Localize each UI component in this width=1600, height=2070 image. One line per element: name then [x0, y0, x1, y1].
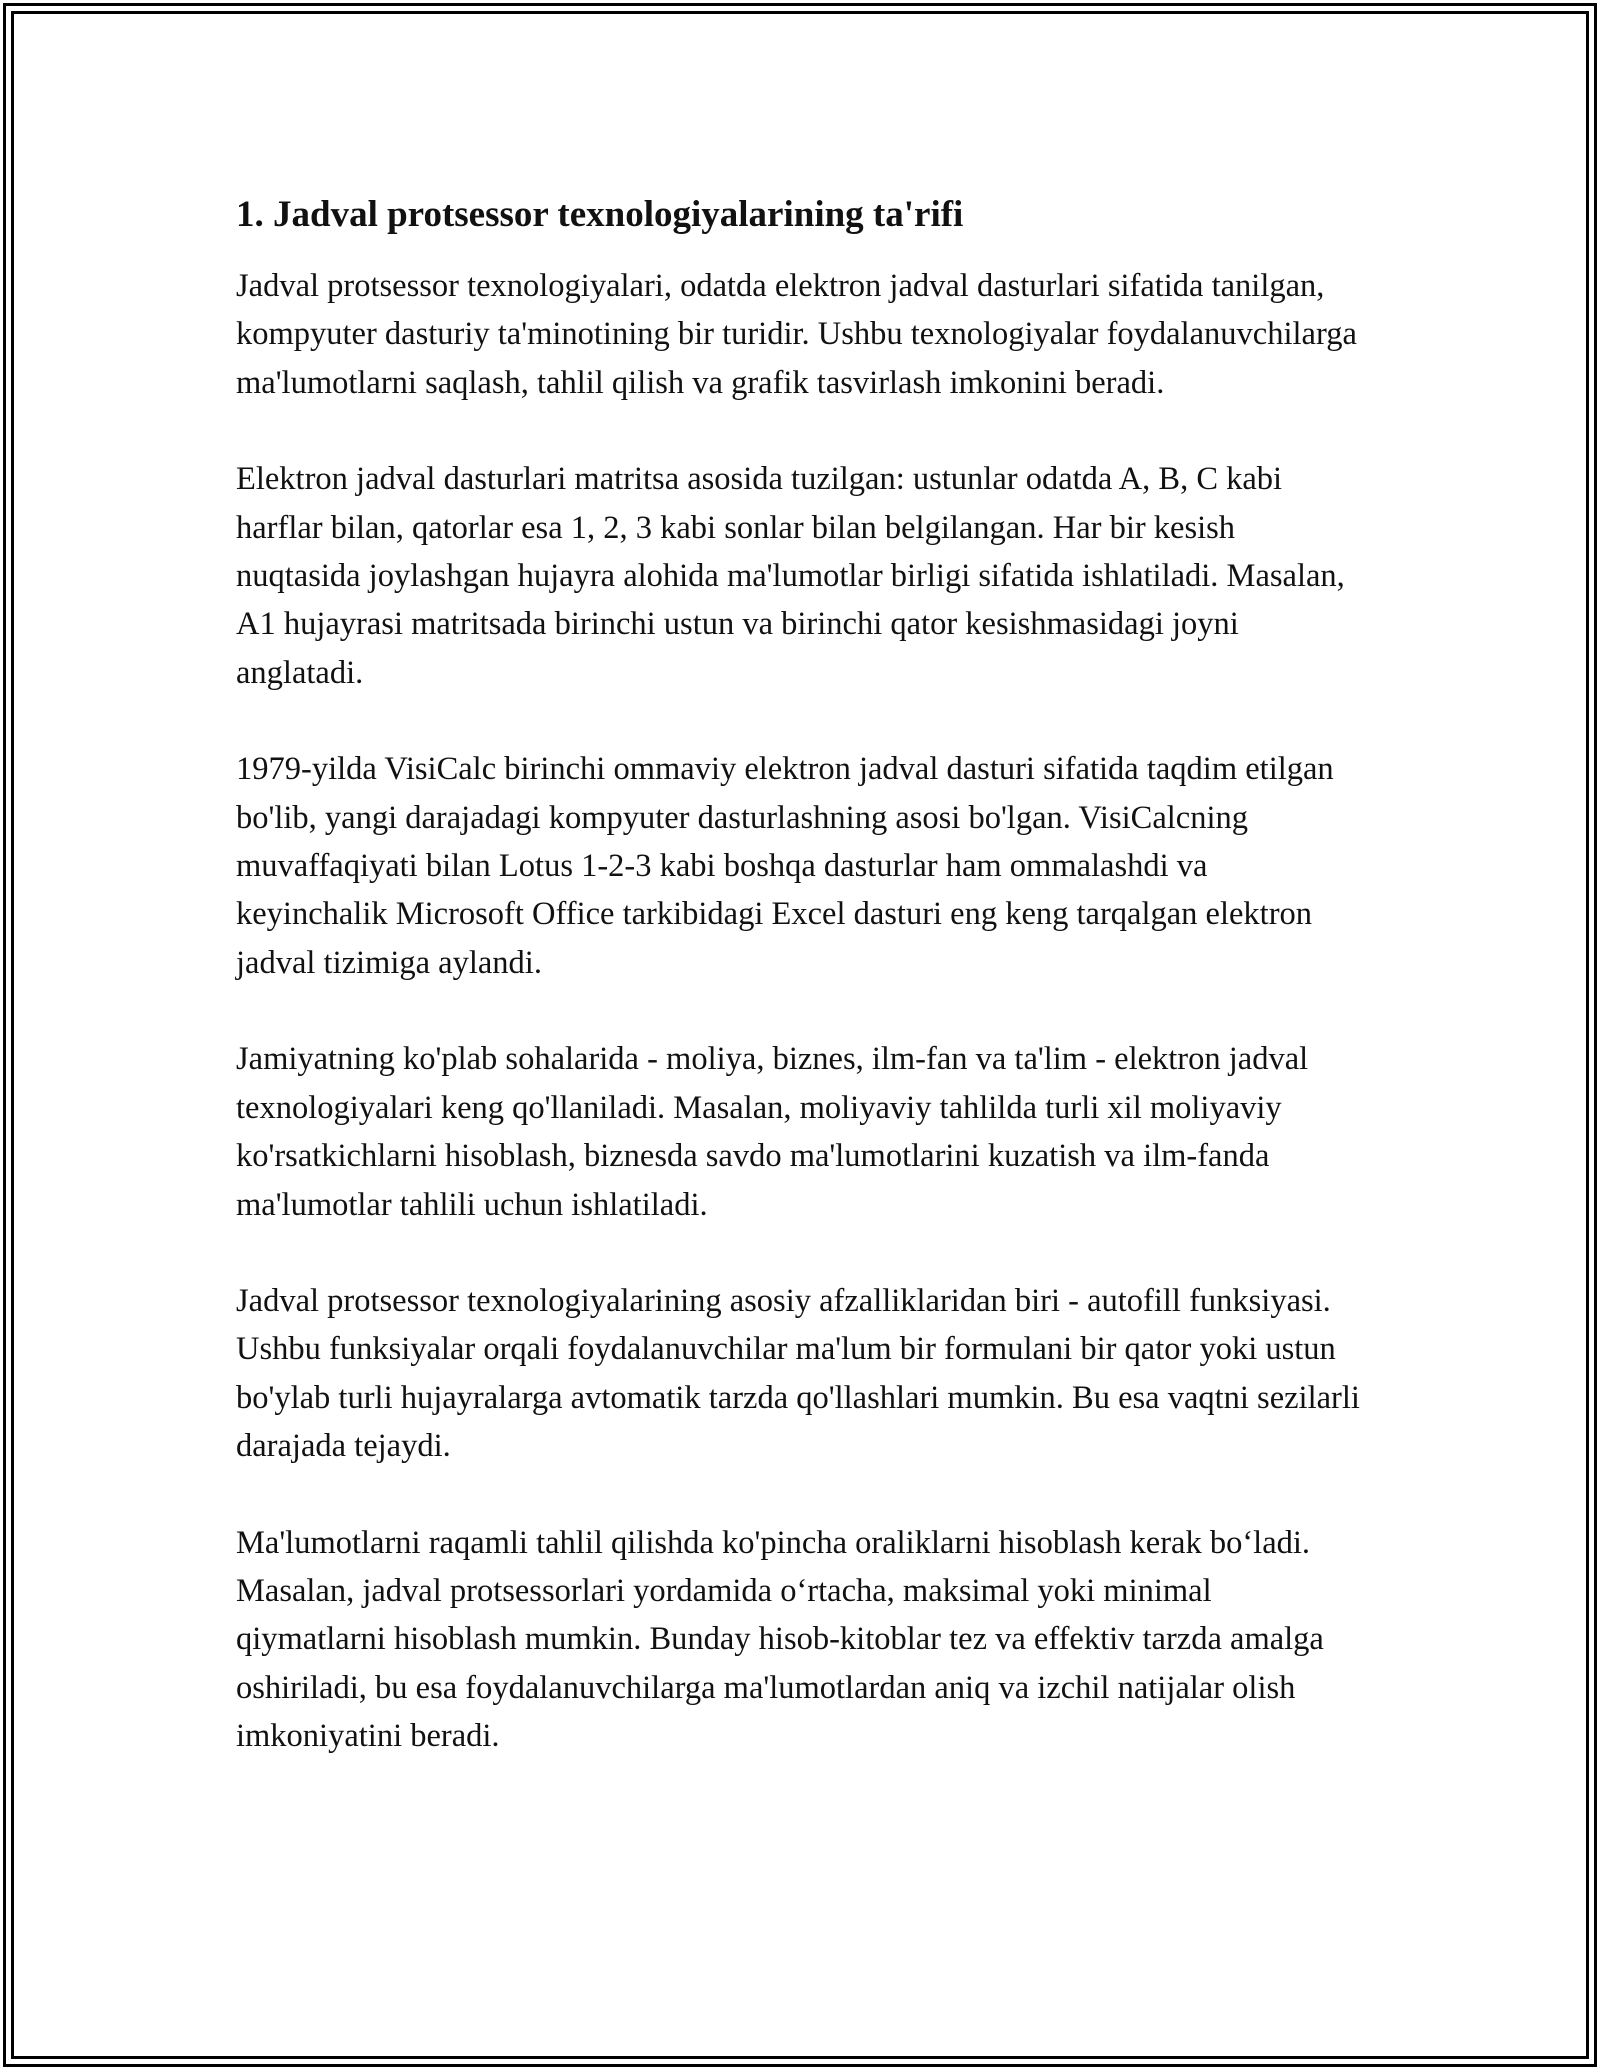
paragraph-matrix-structure: Elektron jadval dasturlari matritsa asosida tuzilgan: ustunlar odatda A, B, C kabi harflar bilan, qatorlar esa 1, 2, 3 kabi sonlar bilan belgilangan. Har bir kesish nuqtasida joylashgan hujayra alohida ma'lumotlar birligi sifatida ishlatiladi. Masalan, A1 hujayrasi matritsada birinchi ustun va birinchi qator kesishmasidagi joyni anglatadi.	[236, 461, 1345, 691]
paragraph-calculations: Ma'lumotlarni raqamli tahlil qilishda ko'pincha oraliklarni hisoblash kerak bo‘ladi. Masalan, jadval protsessorlari yordamida o‘rtacha, maksimal yoki minimal qiymatlarni hisoblash mumkin. Bunday hisob-kitoblar tez va effektiv tarzda amalga oshiriladi, bu esa foydalanuvchilarga ma'lumotlardan aniq va izchil natijalar olish imkoniyatini beradi.	[236, 1524, 1324, 1755]
document-body	[236, 188, 1366, 1809]
paragraph-definition: Jadval protsessor texnologiyalari, odatda elektron jadval dasturlari sifatida tanilgan, kompyuter dasturiy ta'minotining bir turidir. Ushbu texnologiyalar foydalanuvchilarga ma'lumotlarni saqlash, tahlil qilish va grafik tasvirlash imkonini beradi.	[236, 268, 1357, 401]
paragraph-history: 1979-yilda VisiCalc birinchi ommaviy elektron jadval dasturi sifatida taqdim etilgan bo'lib, yangi darajadagi kompyuter dasturlashning asosi bo'lgan. VisiCalcning muvaffaqiyati bilan Lotus 1-2-3 kabi boshqa dasturlar ham ommalashdi va keyinchalik Microsoft Office tarkibidagi Excel dasturi eng keng tarqalgan elektron jadval tizimiga aylandi.	[236, 751, 1334, 981]
section-heading: 1. Jadval protsessor texnologiyalarining ta'rifi	[236, 194, 964, 235]
paragraph-applications: Jamiyatning ko'plab sohalarida - moliya, biznes, ilm-fan va ta'lim - elektron jadval texnologiyalari keng qo'llaniladi. Masalan, moliyaviy tahlilda turli xil moliyaviy ko'rsatkichlarni hisoblash, biznesda savdo ma'lumotlarini kuzatish va ilm-fanda ma'lumotlar tahlili uchun ishlatiladi.	[236, 1041, 1309, 1223]
paragraph-autofill: Jadval protsessor texnologiyalarining asosiy afzalliklaridan biri - autofill funksiyasi. Ushbu funksiyalar orqali foydalanuvchilar ma'lum bir formulani bir qator yoki ustun bo'ylab turli hujayralarga avtomatik tarzda qo'llashlari mumkin. Bu esa vaqtni sezilarli darajada tejaydi.	[236, 1282, 1360, 1465]
